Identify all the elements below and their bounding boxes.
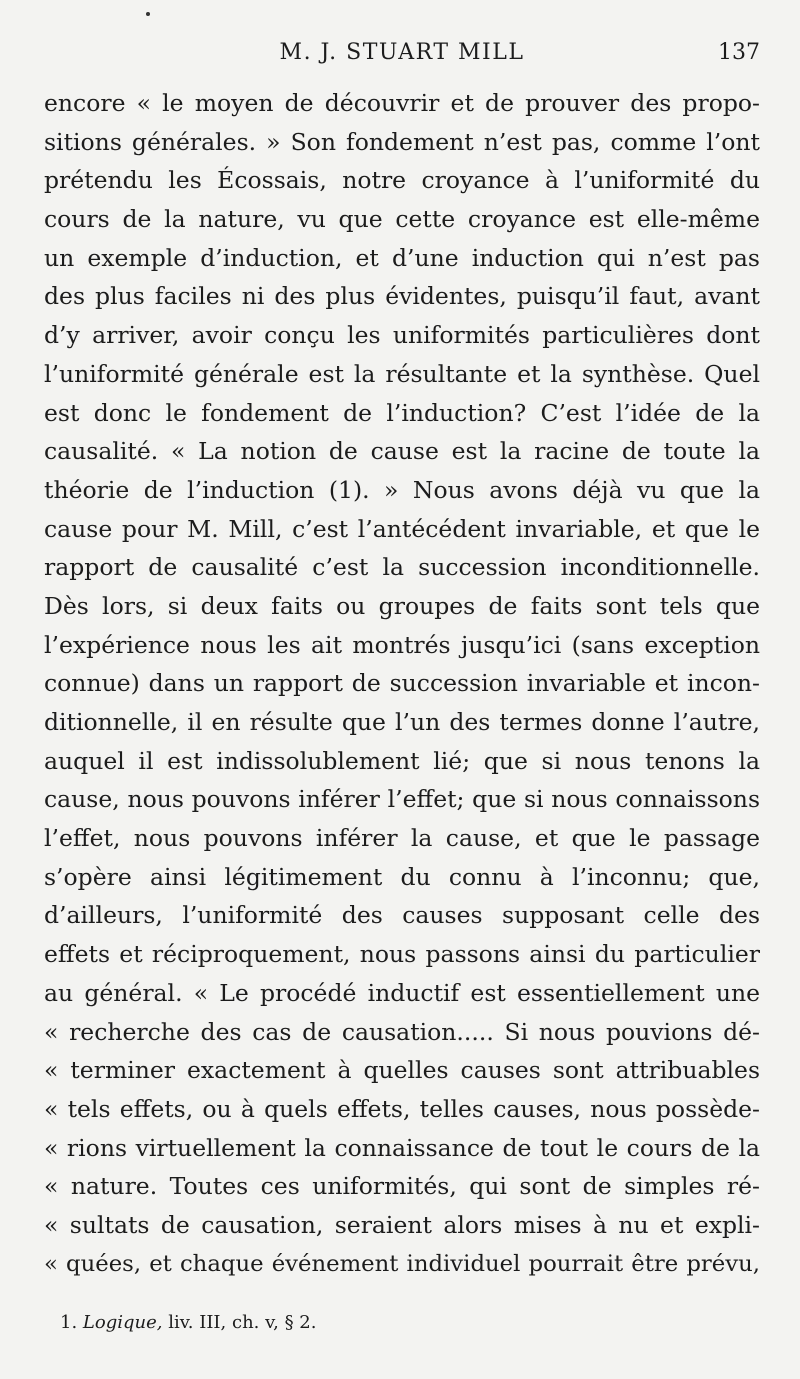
text-line: « recherche des cas de causation..... Si nous pouvions dé- [44, 1017, 760, 1046]
footnote-number: 1. [60, 1312, 78, 1333]
page-header [44, 40, 760, 72]
text-line: « tels effets, ou à quels effets, telles causes, nous possède- [44, 1094, 760, 1123]
text-line: rapport de causalité c’est la succession inconditionnelle. [44, 553, 760, 582]
running-title: M. J. STUART MILL [279, 40, 525, 65]
text-line: causalité. « La notion de cause est la racine de toute la [44, 437, 760, 466]
text-line: sitions générales. » Son fondement n’est pas, comme l’ont [44, 127, 760, 156]
text-line: d’y arriver, avoir conçu les uniformités particulières dont [44, 321, 760, 350]
text-line: cause pour M. Mill, c’est l’antécédent invariable, et que le [44, 514, 760, 543]
text-line: s’opère ainsi légitimement du connu à l’inconnu; que, [44, 862, 760, 891]
text-line: « terminer exactement à quelles causes sont attribuables [44, 1056, 760, 1085]
body-text [44, 84, 760, 1283]
text-line: l’uniformité générale est la résultante et la synthèse. Quel [44, 359, 760, 388]
text-line: est donc le fondement de l’induction? C’est l’idée de la [44, 398, 760, 427]
text-line: encore « le moyen de découvrir et de prouver des propo- [44, 89, 760, 117]
text-line: auquel il est indissolublement lié; que si nous tenons la [44, 746, 760, 775]
text-line: « nature. Toutes ces uniformités, qui sont de simples ré- [44, 1172, 760, 1201]
text-line: l’effet, nous pouvons inférer la cause, et que le passage [44, 824, 760, 853]
text-line: cause, nous pouvons inférer l’effet; que si nous connaissons [44, 785, 760, 814]
footnote [60, 1312, 316, 1333]
text-line: prétendu les Écossais, notre croyance à l’uniformité du [44, 166, 760, 195]
ink-speck [146, 12, 150, 16]
footnote-work-title: Logique, [82, 1312, 163, 1333]
page-number: 137 [718, 40, 760, 65]
text-line: « sultats de causation, seraient alors mises à nu et expli- [44, 1210, 760, 1239]
text-line: « quées, et chaque événement individuel pourrait être prévu, [44, 1250, 760, 1277]
text-line: Dès lors, si deux faits ou groupes de faits sont tels que [44, 591, 760, 620]
text-line: l’expérience nous les ait montrés jusqu’ici (sans exception [44, 630, 760, 659]
footnote-reference: liv. III, ch. v, § 2. [168, 1312, 317, 1333]
text-line: « rions virtuellement la connaissance de tout le cours de la [44, 1133, 760, 1162]
text-line: des plus faciles ni des plus évidentes, puisqu’il faut, avant [44, 282, 760, 311]
text-line: ditionnelle, il en résulte que l’un des termes donne l’autre, [44, 708, 760, 736]
text-line: théorie de l’induction (1). » Nous avons déjà vu que la [44, 475, 760, 504]
text-line: connue) dans un rapport de succession invariable et incon- [44, 669, 760, 698]
text-line: au général. « Le procédé inductif est essentiellement une [44, 978, 760, 1007]
text-line: cours de la nature, vu que cette croyance est elle-même [44, 205, 760, 234]
text-line: un exemple d’induction, et d’une induction qui n’est pas [44, 243, 760, 272]
text-line: effets et réciproquement, nous passons ainsi du particulier [44, 940, 760, 969]
text-line: d’ailleurs, l’uniformité des causes supposant celle des [44, 901, 760, 930]
